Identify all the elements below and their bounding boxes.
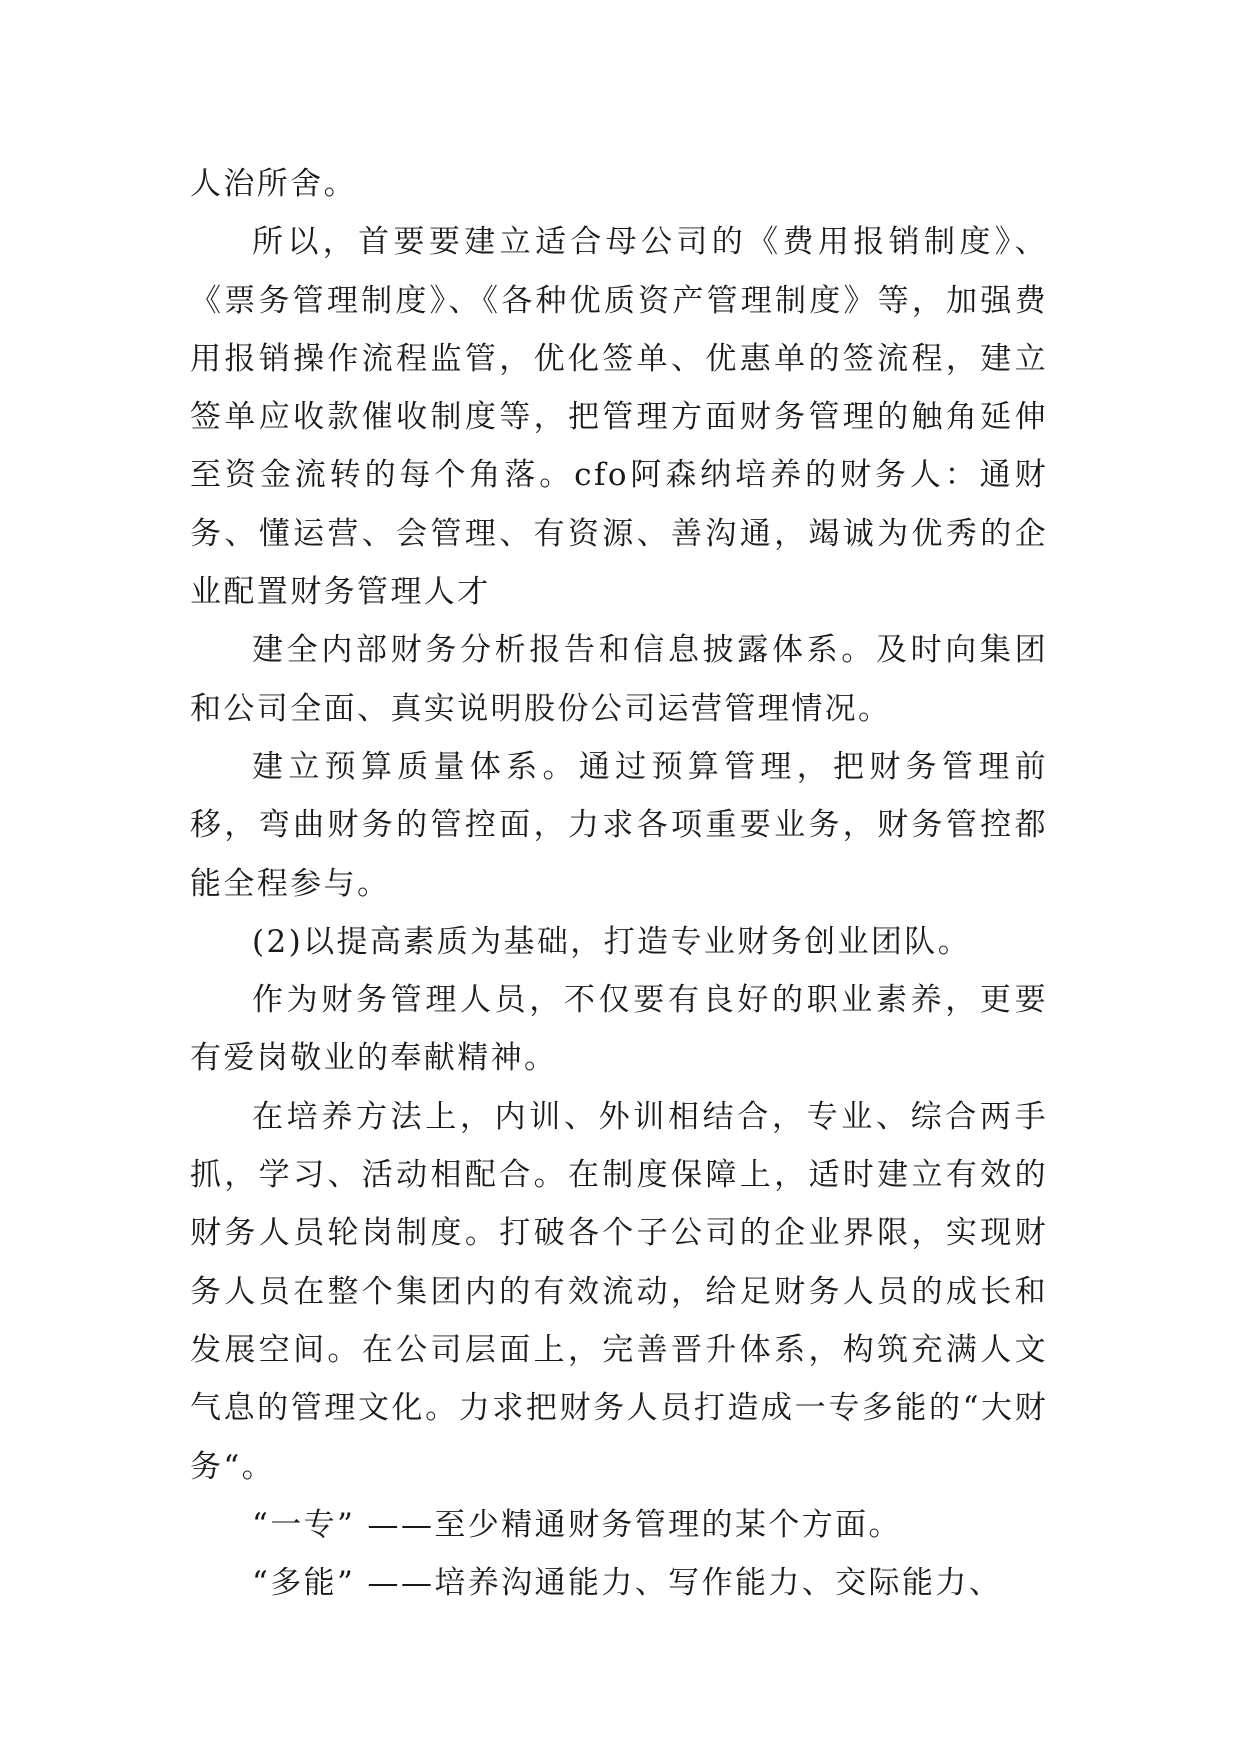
paragraph-2: 所以，首要要建立适合母公司的《费用报销制度》、《票务管理制度》、《各种优质资产管理制度》等，加强费用报销操作流程监管，优化签单、优惠单的签流程，建立签单应收款催收制度等，把管理方面财务管理的触角延伸至资金流转的每个角落。cfo阿森纳培养的财务人：通财务、懂运营、会管理、有资源、善沟通，竭诚为优秀的企业配置财务管理人才 [190,224,1048,611]
paragraph-9: “多能” ——培养沟通能力、写作能力、交际能力、 [252,1565,1003,1602]
document-body [190,155,1048,1612]
paragraph-1: 人治所舍。 [190,166,357,202]
paragraph-4: 建立预算质量体系。通过预算管理，把财务管理前移，弯曲财务的管控面，力求各项重要业务，财务管控都能全程参与。 [190,748,1048,902]
paragraph-7: 在培养方法上，内训、外训相结合，专业、综合两手抓，学习、活动相配合。在制度保障上，适时建立有效的财务人员轮岗制度。打破各个子公司的企业界限，实现财务人员在整个集团内的有效流动，给足财务人员的成长和发展空间。在公司层面上，完善晋升体系，构筑充满人文气息的管理文化。力求把财务人员打造成一专多能的“大财务“。 [190,1098,1048,1485]
paragraph-3: 建全内部财务分析报告和信息披露体系。及时向集团和公司全面、真实说明股份公司运营管理情况。 [190,632,1048,727]
paragraph-8: “一专” ——至少精通财务管理的某个方面。 [252,1506,902,1543]
paragraph-6: 作为财务管理人员，不仅要有良好的职业素养，更要有爱岗敬业的奉献精神。 [190,982,1048,1077]
paragraph-5: (2)以提高素质为基础，打造专业财务创业团队。 [252,923,972,960]
